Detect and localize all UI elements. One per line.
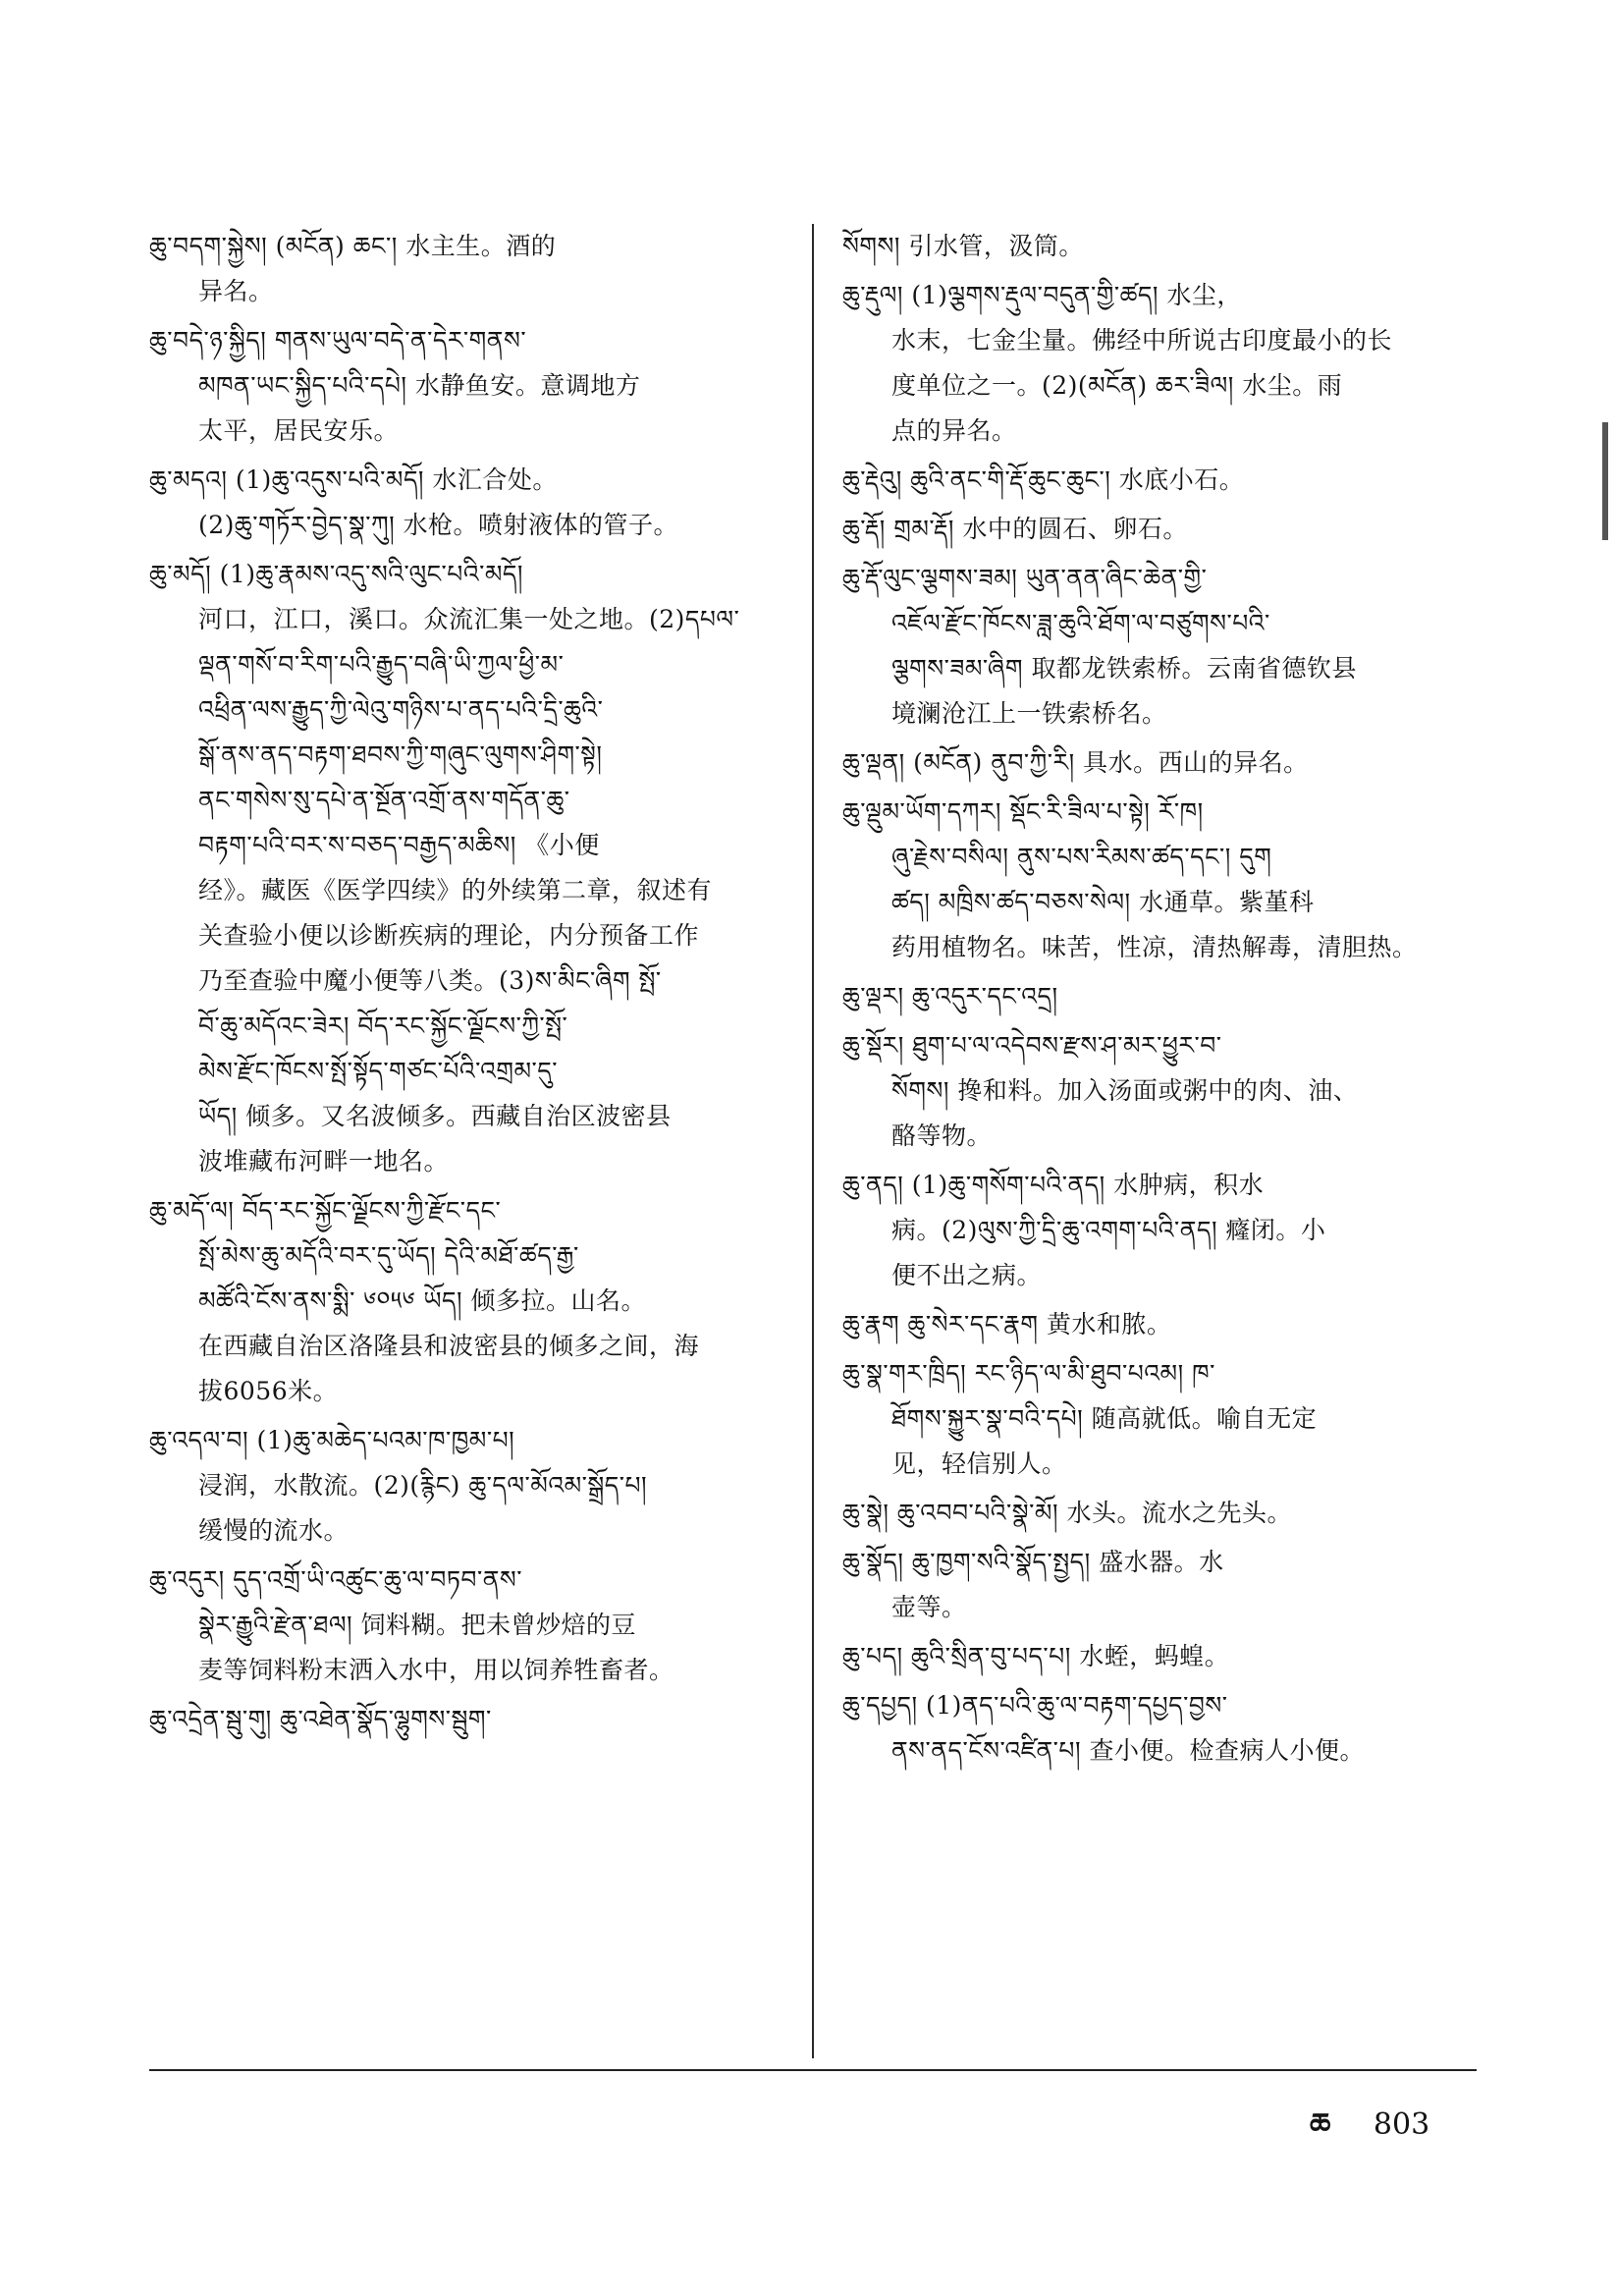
entry-continuation: 在西藏自治区洛隆县和波密县的倾多之间，海 (198, 1332, 700, 1360)
entry-continuation: 酪等物。 (891, 1121, 993, 1150)
dictionary-entry (842, 1540, 1476, 1630)
entry-headline: ཆུ་དཔྱད། (1)ནད་པའི་ཆུ་ལ་བརྟག་དཔྱད་བྱས་ (842, 1691, 1228, 1720)
right-column (842, 224, 1476, 1777)
entry-continuation: ཡོད། 倾多。又名波倾多。西藏自治区波密县 (198, 1102, 672, 1130)
dictionary-entry (149, 1697, 787, 1742)
entry-continuation: 病。(2)ལུས་ཀྱི་དྲི་ཆུ་འགག་པའི་ནད། 癃闭。小 (891, 1216, 1326, 1244)
entry-headline: ཆུ་ལྡན། (མངོན) ནུབ་ཀྱི་རི། 具水。西山的异名。 (842, 748, 1309, 777)
column-divider (812, 224, 814, 2058)
dictionary-entry (842, 1163, 1476, 1298)
entry-continuation: 药用植物名。味苦，性凉，清热解毒，清胆热。 (891, 933, 1418, 961)
dictionary-entry (842, 458, 1476, 503)
entry-headline: ཆུ་བདག་སྐྱེས། (མངོན) ཆང་། 水主生。酒的 (149, 232, 557, 260)
entry-continuation: 乃至查验中魔小便等八类。(3)ས་མིང་ཞིག སྤོ་ (198, 966, 662, 995)
dictionary-entry (842, 1683, 1476, 1774)
entry-continuation: 缓慢的流水。 (198, 1516, 350, 1545)
entry-continuation: (2)ཆུ་གཏོར་བྱེད་སྣ་ཀུ། 水枪。喷射液体的管子。 (198, 511, 679, 539)
dictionary-entry (842, 1634, 1476, 1679)
entry-continuation: 河口，江口，溪口。众流汇集一处之地。(2)དཔལ་ (198, 605, 740, 633)
entry-continuation: བརྟག་པའི་བར་ས་བཅད་བརྒྱད་མཆིས། 《小便 (198, 831, 600, 859)
footer-rule (149, 2069, 1477, 2071)
entry-headline: སོགས། 引水管，汲筒。 (842, 232, 1084, 260)
entry-headline: ཆུ་བདེ་ཉ་སྐྱིད། གནས་ཡུལ་བདེ་ན་དེར་གནས་ (149, 326, 527, 355)
entry-continuation: ནས་ནད་ངོས་འཛིན་པ། 查小便。检查病人小便。 (891, 1736, 1365, 1765)
entry-continuation: 见，轻信别人。 (891, 1449, 1067, 1478)
dictionary-entry (842, 1023, 1476, 1159)
entry-continuation: འཕྲིན་ལས་རྒྱུད་ཀྱི་ལེའུ་གཉིས་པ་ནད་པའི་དྲི་ཆུའི་ (198, 695, 604, 724)
dictionary-entry (149, 224, 787, 314)
entry-continuation: 便不出之病。 (891, 1261, 1043, 1289)
entry-continuation: 度单位之一。(2)(མངོན) ཆར་ཟིལ། 水尘。雨 (891, 371, 1343, 400)
dictionary-entry (149, 318, 787, 454)
dictionary-entry (842, 1491, 1476, 1536)
entry-headline: ཆུ་ནད། (1)ཆུ་གསོག་པའི་ནད། 水肿病，积水 (842, 1171, 1265, 1199)
entry-continuation: 水末，七金尘量。佛经中所说古印度最小的长 (891, 326, 1393, 355)
entry-continuation: 麦等饲料粉末洒入水中，用以饲养牲畜者。 (198, 1656, 674, 1684)
entry-headline: ཆུ་རྡོ་ལུང་ལྕགས་ཟམ། ཡུན་ནན་ཞིང་ཆེན་གྱི་ (842, 564, 1208, 592)
entry-headline: ཆུ་མདོ་ལ། བོད་རང་སྐྱོང་ལྗོངས་ཀྱི་རྫོང་དང་ (149, 1196, 502, 1225)
dictionary-entry (149, 1188, 787, 1414)
dictionary-entry (842, 974, 1476, 1019)
entry-continuation: བོ་ཆུ་མདོའང་ཟེར། བོད་རང་སྐྱོང་ལྗོངས་ཀྱི་སྤོ་ (198, 1011, 568, 1040)
entry-headline: ཆུ་རྡུལ། (1)ལྕགས་རྡུལ་བདུན་གྱི་ཚད། 水尘， (842, 281, 1242, 309)
dictionary-entry (842, 224, 1476, 269)
dictionary-entry (149, 1418, 787, 1554)
entry-headline: ཆུ་མདོ། (1)ཆུ་རྣམས་འདུ་སའི་ལུང་པའི་མདོ། (149, 560, 523, 588)
dictionary-entry (149, 552, 787, 1184)
entry-headline: ཆུ་སྡོར། ཐུག་པ་ལ་འདེབས་རྫས་ཤ་མར་ཕྱུར་བ་ (842, 1031, 1222, 1060)
entry-headline: ཆུ་སྣ་གར་ཁྲིད། རང་ཉིད་ལ་མི་ཐུབ་པའམ། ཁ་ (842, 1359, 1215, 1388)
entry-continuation: མཁན་ཡང་སྐྱིད་པའི་དཔེ། 水静鱼安。意调地方 (198, 371, 641, 400)
entry-continuation: 关查验小便以诊断疾病的理论，内分预备工作 (198, 921, 700, 950)
entry-continuation: མེས་རྫོང་ཁོངས་སྤོ་སྟོད་གཙང་པོའི་འགྲམ་དུ་ (198, 1057, 559, 1085)
entry-headline: ཆུ་ལྡར། ཆུ་འདུར་དང་འདྲ། (842, 982, 1058, 1011)
entry-continuation: ཞུ་རྗེས་བསིལ། ནུས་པས་རིམས་ཚད་དང་། དུག (891, 843, 1272, 871)
entry-headline: ཆུ་སྣོད། ཆུ་ཁྱག་སའི་སྣོད་སྤྱད། 盛水器。水 (842, 1548, 1224, 1576)
entry-continuation: སོགས། 搀和料。加入汤面或粥中的肉、油、 (891, 1076, 1359, 1105)
entry-continuation: ལྡན་གསོ་བ་རིག་པའི་རྒྱུད་བཞི་ཡི་ཀྱལ་ཕྱི་མ་ (198, 650, 565, 679)
entry-continuation: 点的异名。 (891, 416, 1017, 445)
entry-continuation: ལྕགས་ཟམ་ཞིག 取都龙铁索桥。云南省德钦县 (891, 654, 1357, 683)
entry-continuation: ཚད། མཁྲིས་ཚད་བཅས་སེལ། 水通草。紫堇科 (891, 888, 1315, 916)
entry-headline: ཆུ་པད། ཆུའི་སྲིན་བུ་པད་པ། 水蛭，蚂蝗。 (842, 1642, 1230, 1670)
entry-continuation: ཐོགས་སྐྱུར་སྣ་བའི་དཔེ། 随高就低。喻自无定 (891, 1404, 1318, 1433)
dictionary-entry (842, 790, 1476, 970)
entry-continuation: 境澜沧江上一铁索桥名。 (891, 699, 1167, 728)
entry-continuation: སྣེར་རྒྱུའི་རྫེན་ཐལ། 饲料糊。把未曾炒焙的豆 (198, 1611, 637, 1639)
entry-continuation: 浸润，水散流。(2)(རྙིང) ཆུ་དལ་མོའམ་སྒྲོད་པ། (198, 1471, 648, 1500)
entry-headline: ཆུ་རྣག ཆུ་སེར་དང་རྣག 黄水和脓。 (842, 1310, 1172, 1339)
entry-headline: ཆུ་མདའ། (1)ཆུ་འདུས་པའི་མདོ། 水汇合处。 (149, 465, 558, 494)
entry-continuation: ནང་གསེས་སུ་དཔེ་ན་སྔོན་འགྲོ་ནས་གདོན་ཆུ་ (198, 786, 570, 814)
entry-continuation: 异名。 (198, 277, 274, 305)
dictionary-entry (842, 556, 1476, 737)
entry-continuation: 壶等。 (891, 1593, 967, 1621)
entry-headline: ཆུ་འདུར། དུད་འགྲོ་ཡི་འཚུང་ཆུ་ལ་བཏབ་ནས་ (149, 1565, 522, 1594)
entry-headline: ཆུ་རྡེའུ། ཆུའི་ནང་གི་རྡོ་ཆུང་ཆུང་། 水底小石。 (842, 465, 1245, 494)
dictionary-entry (149, 458, 787, 548)
entry-headline: ཆུ་རྡོ། གྲམ་རྡོ། 水中的圆石、卵石。 (842, 515, 1188, 543)
entry-headline: ཆུ་སྣེ། ཆུ་འབབ་པའི་སྣེ་མོ། 水头。流水之先头。 (842, 1499, 1292, 1527)
entry-continuation: སྤོ་མེས་ཆུ་མདོའི་བར་དུ་ཡོད། དེའི་མཐོ་ཚད་རྒྱ་ (198, 1241, 579, 1270)
entry-continuation: མཚོའི་ངོས་ནས་སྨི་ ༦༠༥༦ ཡོད། 倾多拉。山名。 (198, 1286, 647, 1315)
entry-headline: ཆུ་འདལ་བ། (1)ཆུ་མཆེད་པའམ་ཁ་ཁྱམ་པ། (149, 1426, 515, 1454)
dictionary-entry (842, 1302, 1476, 1347)
page-number: 803 (1373, 2107, 1430, 2142)
dictionary-entry (842, 273, 1476, 454)
entry-headline: ཆུ་འདྲེན་སྦུ་གུ། ཆུ་འཐེན་སྣོད་ལྷུགས་སྦུག་ (149, 1705, 492, 1733)
entry-continuation: 波堆藏布河畔一地名。 (198, 1147, 450, 1175)
entry-continuation: 拔6056米。 (198, 1377, 339, 1405)
left-column (149, 224, 787, 1746)
dictionary-entry (842, 740, 1476, 786)
entry-continuation: འཇོལ་རྫོང་ཁོངས་ཟླ་ཆུའི་ཐོག་ལ་བཙུགས་པའི་ (891, 609, 1270, 637)
entry-continuation: སྒོ་ནས་ནད་བརྟག་ཐབས་ཀྱི་གཞུང་ལུགས་ཤིག་སྟེ། (198, 740, 603, 769)
section-letter: ཆ (1310, 2107, 1331, 2142)
edge-mark (1602, 422, 1608, 540)
entry-continuation: 太平，居民安乐。 (198, 416, 400, 445)
entry-continuation: 经》。藏医《医学四续》的外续第二章，叙述有 (198, 876, 713, 904)
page-footer (1310, 2092, 1429, 2174)
entry-headline: ཆུ་ལྡུམ་ཡོག་དཀར། སྡོང་རི་ཟིལ་པ་སྟེ། རོ་ཁ། (842, 797, 1204, 826)
dictionary-entry (842, 507, 1476, 552)
dictionary-entry (842, 1351, 1476, 1487)
dictionary-entry (149, 1558, 787, 1693)
